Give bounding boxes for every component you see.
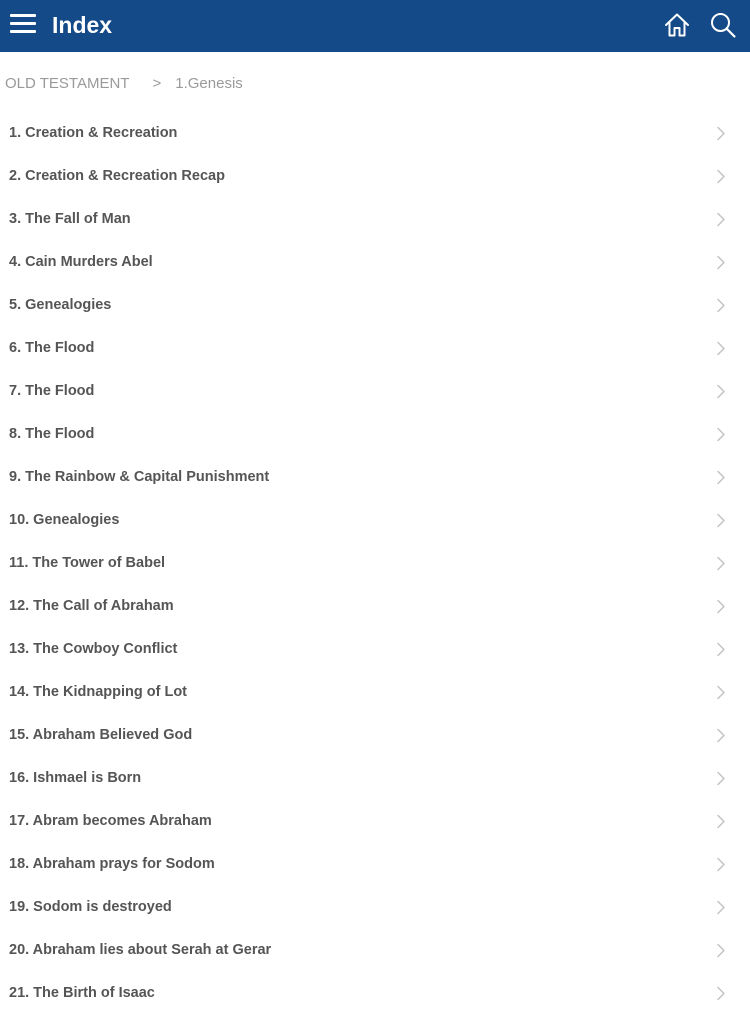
lesson-list: [0, 112, 750, 1015]
list-item-label: 9. The Rainbow & Capital Punishment: [9, 469, 270, 485]
list-item[interactable]: [0, 499, 750, 542]
list-item-label: 10. Genealogies: [9, 512, 120, 528]
chevron-right-icon: [716, 685, 726, 700]
list-item[interactable]: [0, 929, 750, 972]
list-item[interactable]: [0, 112, 750, 155]
list-item-label: 13. The Cowboy Conflict: [9, 641, 178, 657]
list-item[interactable]: [0, 198, 750, 241]
chevron-right-icon: [716, 126, 726, 141]
chevron-right-icon: [716, 986, 726, 1001]
chevron-right-icon: [716, 728, 726, 743]
breadcrumb: [5, 74, 243, 94]
chevron-right-icon: [716, 900, 726, 915]
list-item-label: 1. Creation & Recreation: [9, 125, 178, 141]
chevron-right-icon: [716, 513, 726, 528]
breadcrumb-current: 1.Genesis: [175, 75, 243, 92]
breadcrumb-separator: >: [152, 75, 162, 92]
list-item-label: 20. Abraham lies about Serah at Gerar: [9, 942, 272, 958]
list-item-label: 18. Abraham prays for Sodom: [9, 856, 215, 872]
list-item[interactable]: [0, 327, 750, 370]
list-item-label: 4. Cain Murders Abel: [9, 254, 153, 270]
chevron-right-icon: [716, 943, 726, 958]
app-header: [0, 0, 750, 52]
list-item[interactable]: [0, 714, 750, 757]
chevron-right-icon: [716, 212, 726, 227]
list-item[interactable]: [0, 456, 750, 499]
list-item-label: 8. The Flood: [9, 426, 95, 442]
list-item[interactable]: [0, 241, 750, 284]
list-item[interactable]: [0, 671, 750, 714]
chevron-right-icon: [716, 384, 726, 399]
chevron-right-icon: [716, 857, 726, 872]
breadcrumb-root[interactable]: OLD TESTAMENT: [5, 75, 130, 92]
list-item-label: 7. The Flood: [9, 383, 95, 399]
list-item[interactable]: [0, 585, 750, 628]
list-item-label: 15. Abraham Believed God: [9, 727, 193, 743]
chevron-right-icon: [716, 169, 726, 184]
list-item[interactable]: [0, 284, 750, 327]
list-item-label: 21. The Birth of Isaac: [9, 985, 155, 1001]
chevron-right-icon: [716, 298, 726, 313]
chevron-right-icon: [716, 341, 726, 356]
list-item-label: 2. Creation & Recreation Recap: [9, 168, 225, 184]
list-item[interactable]: [0, 800, 750, 843]
list-item[interactable]: [0, 757, 750, 800]
list-item-label: 14. The Kidnapping of Lot: [9, 684, 188, 700]
home-icon[interactable]: [663, 11, 691, 39]
list-item[interactable]: [0, 886, 750, 929]
chevron-right-icon: [716, 599, 726, 614]
list-item[interactable]: [0, 413, 750, 456]
chevron-right-icon: [716, 427, 726, 442]
page-title: Index: [52, 12, 113, 38]
list-item[interactable]: [0, 155, 750, 198]
chevron-right-icon: [716, 255, 726, 270]
hamburger-menu-icon[interactable]: [10, 13, 36, 35]
chevron-right-icon: [716, 470, 726, 485]
list-item-label: 12. The Call of Abraham: [9, 598, 174, 614]
chevron-right-icon: [716, 771, 726, 786]
list-item[interactable]: [0, 972, 750, 1015]
list-item[interactable]: [0, 370, 750, 413]
chevron-right-icon: [716, 814, 726, 829]
list-item[interactable]: [0, 843, 750, 886]
list-item-label: 6. The Flood: [9, 340, 95, 356]
list-item[interactable]: [0, 542, 750, 585]
list-item-label: 19. Sodom is destroyed: [9, 899, 172, 915]
chevron-right-icon: [716, 556, 726, 571]
list-item-label: 11. The Tower of Babel: [9, 555, 166, 571]
list-item-label: 16. Ishmael is Born: [9, 770, 142, 786]
chevron-right-icon: [716, 642, 726, 657]
list-item-label: 3. The Fall of Man: [9, 211, 131, 227]
search-icon[interactable]: [709, 11, 737, 39]
list-item[interactable]: [0, 628, 750, 671]
list-item-label: 5. Genealogies: [9, 297, 112, 313]
list-item-label: 17. Abram becomes Abraham: [9, 813, 212, 829]
